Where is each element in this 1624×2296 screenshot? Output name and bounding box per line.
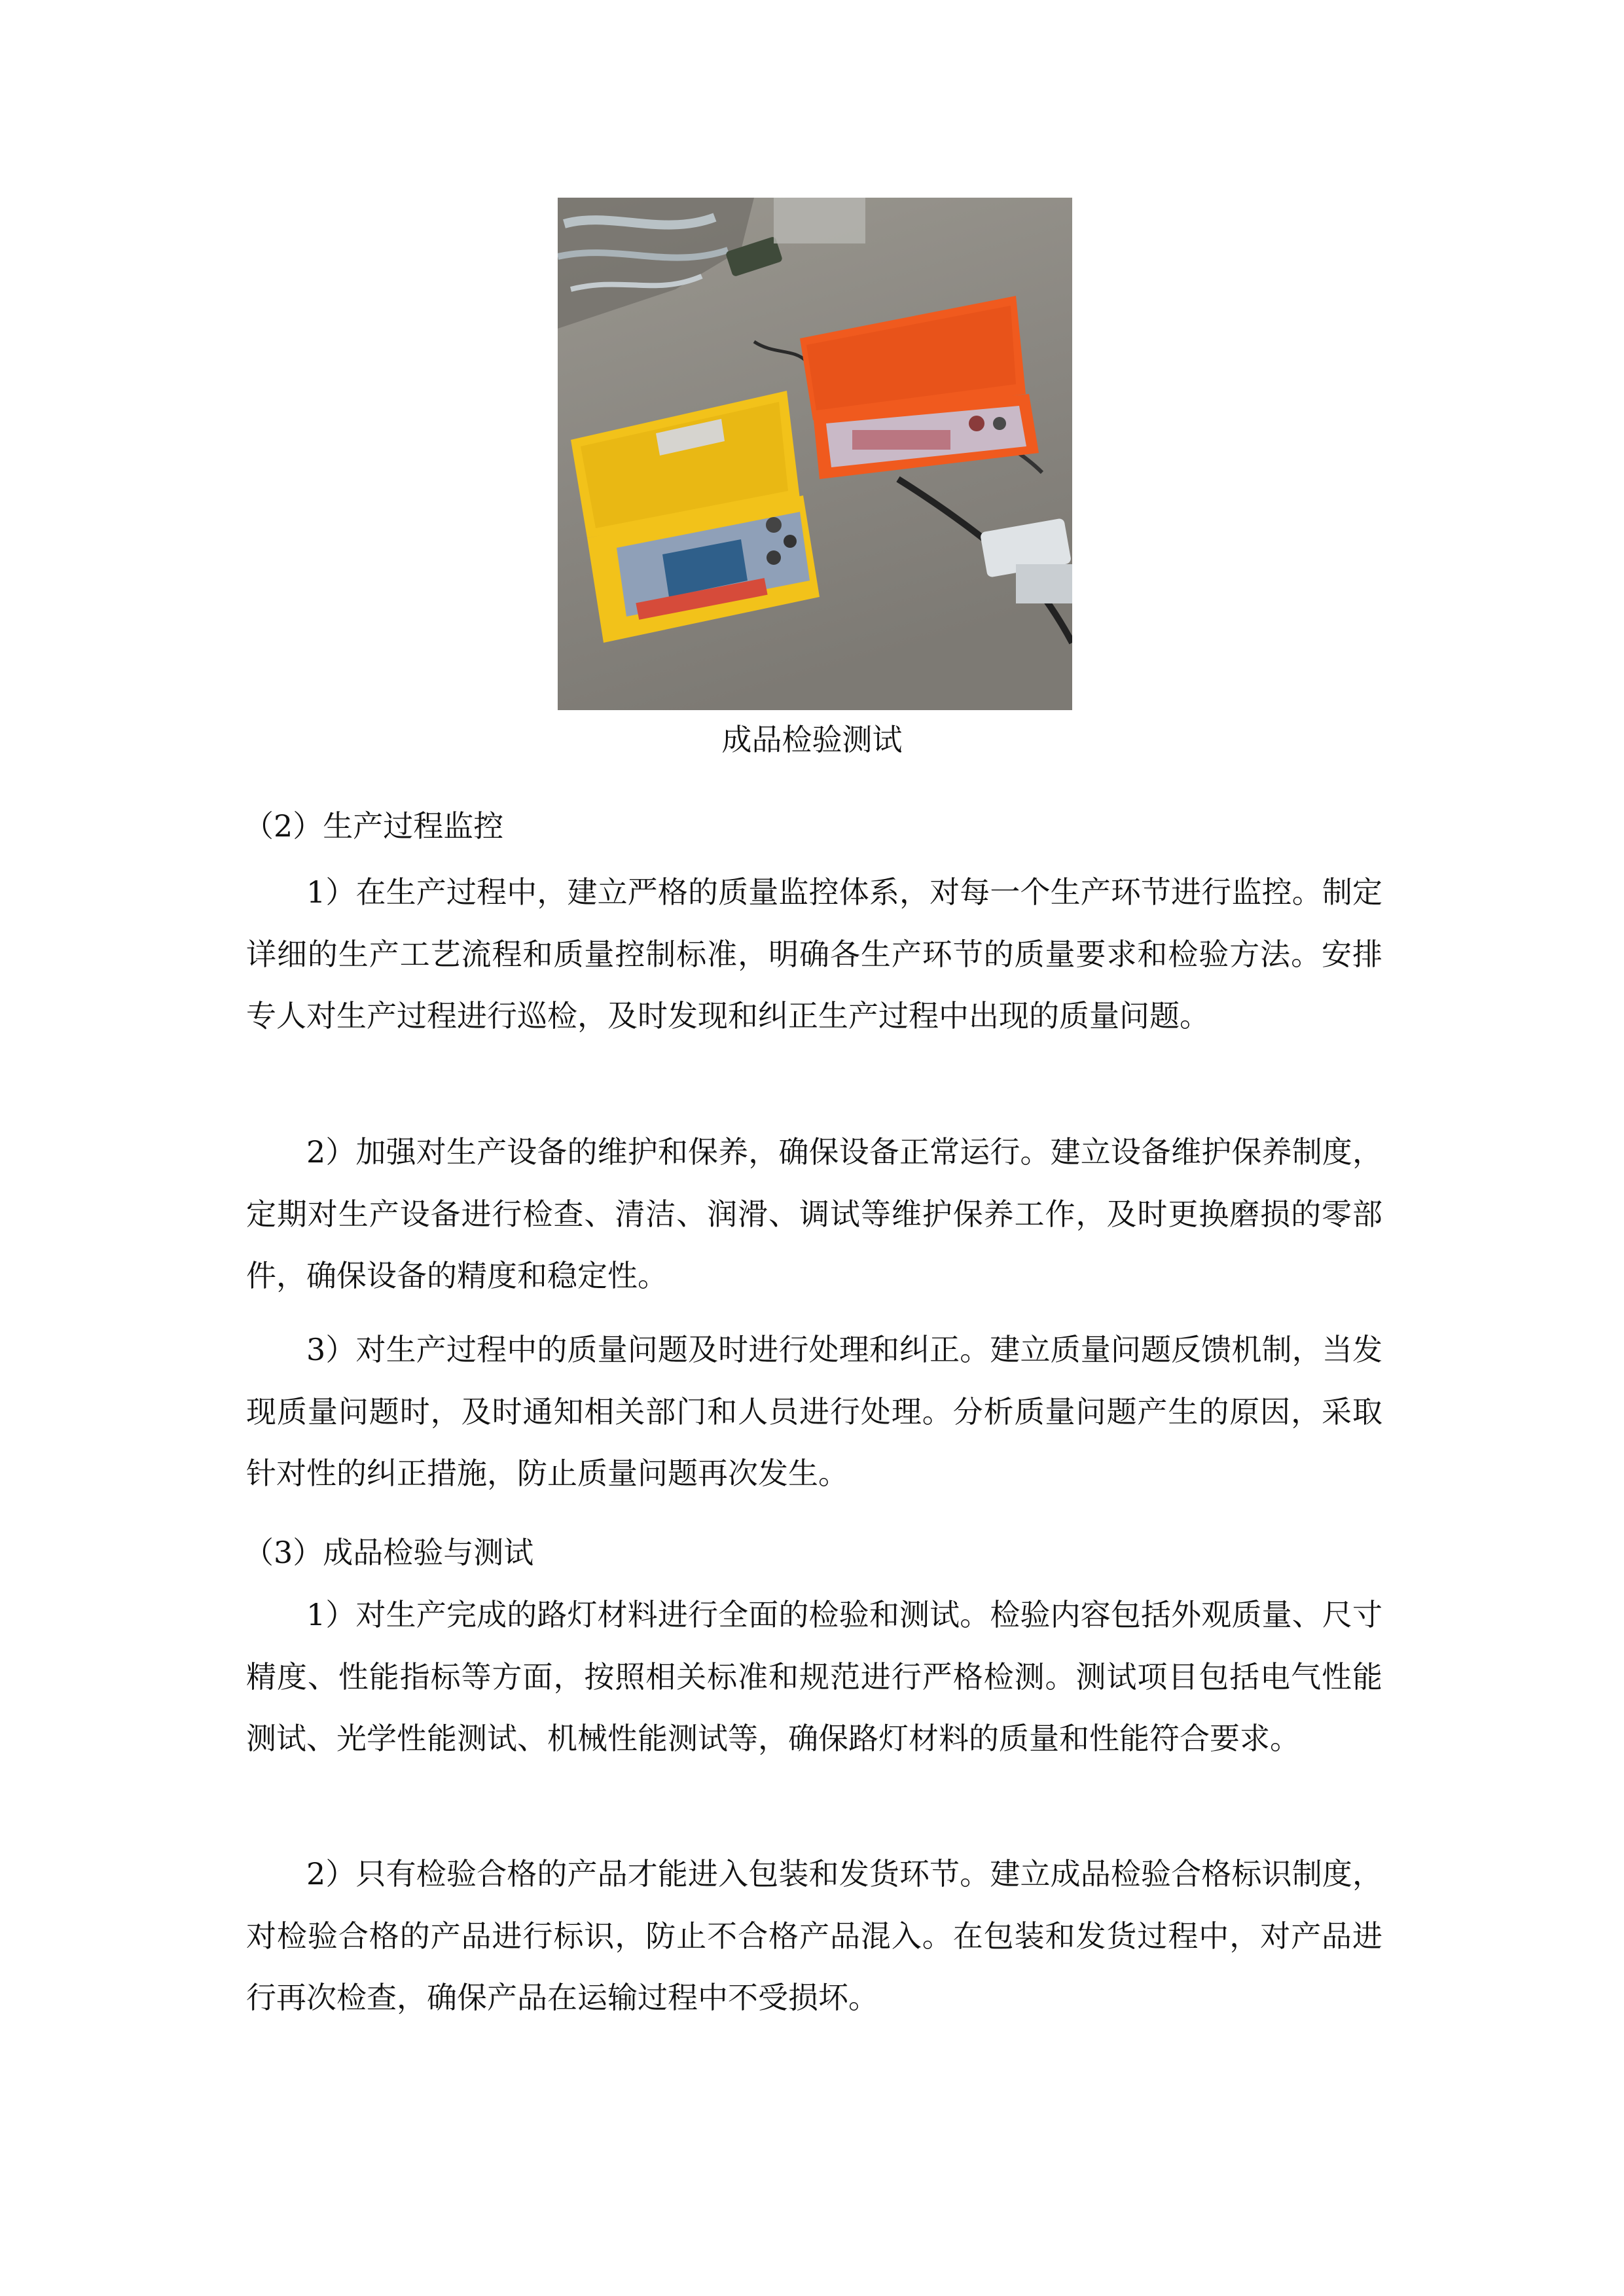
section-heading-process-monitoring: （2）生产过程监控 [244, 808, 504, 844]
figure-caption: 成品检验测试 [721, 722, 903, 757]
section-heading-product-testing: （3）成品检验与测试 [244, 1535, 534, 1570]
paragraph-process-3: 3）对生产过程中的质量问题及时进行处理和纠正。建立质量问题反馈机制，当发现质量问题时，及时通知相关部门和人员进行处理。分析质量问题产生的原因，采取针对性的纠正措施，防止质量问题再次发生。 [246, 1332, 1382, 1491]
paragraph-process-1: 1）在生产过程中，建立严格的质量监控体系，对每一个生产环节进行监控。制定详细的生产工艺流程和质量控制标准，明确各生产环节的质量要求和检验方法。安排专人对生产过程进行巡检，及时发现和纠正生产过程中出现的质量问题。 [246, 874, 1382, 1033]
paragraph-testing-1: 1）对生产完成的路灯材料进行全面的检验和测试。检验内容包括外观质量、尺寸精度、性能指标等方面，按照相关标准和规范进行严格检测。测试项目包括电气性能测试、光学性能测试、机械性能测试等，确保路灯材料的质量和性能符合要求。 [246, 1597, 1382, 1756]
paragraph-process-2: 2）加强对生产设备的维护和保养，确保设备正常运行。建立设备维护保养制度，定期对生产设备进行检查、清洁、润滑、调试等维护保养工作，及时更换磨损的零部件，确保设备的精度和稳定性。 [246, 1134, 1382, 1293]
product-test-photo [558, 198, 1072, 710]
testing-equipment-illustration [558, 198, 1072, 710]
paragraph-testing-2: 2）只有检验合格的产品才能进入包装和发货环节。建立成品检验合格标识制度，对检验合格的产品进行标识，防止不合格产品混入。在包装和发货过程中，对产品进行再次检查，确保产品在运输过程中不受损坏。 [246, 1856, 1382, 2015]
